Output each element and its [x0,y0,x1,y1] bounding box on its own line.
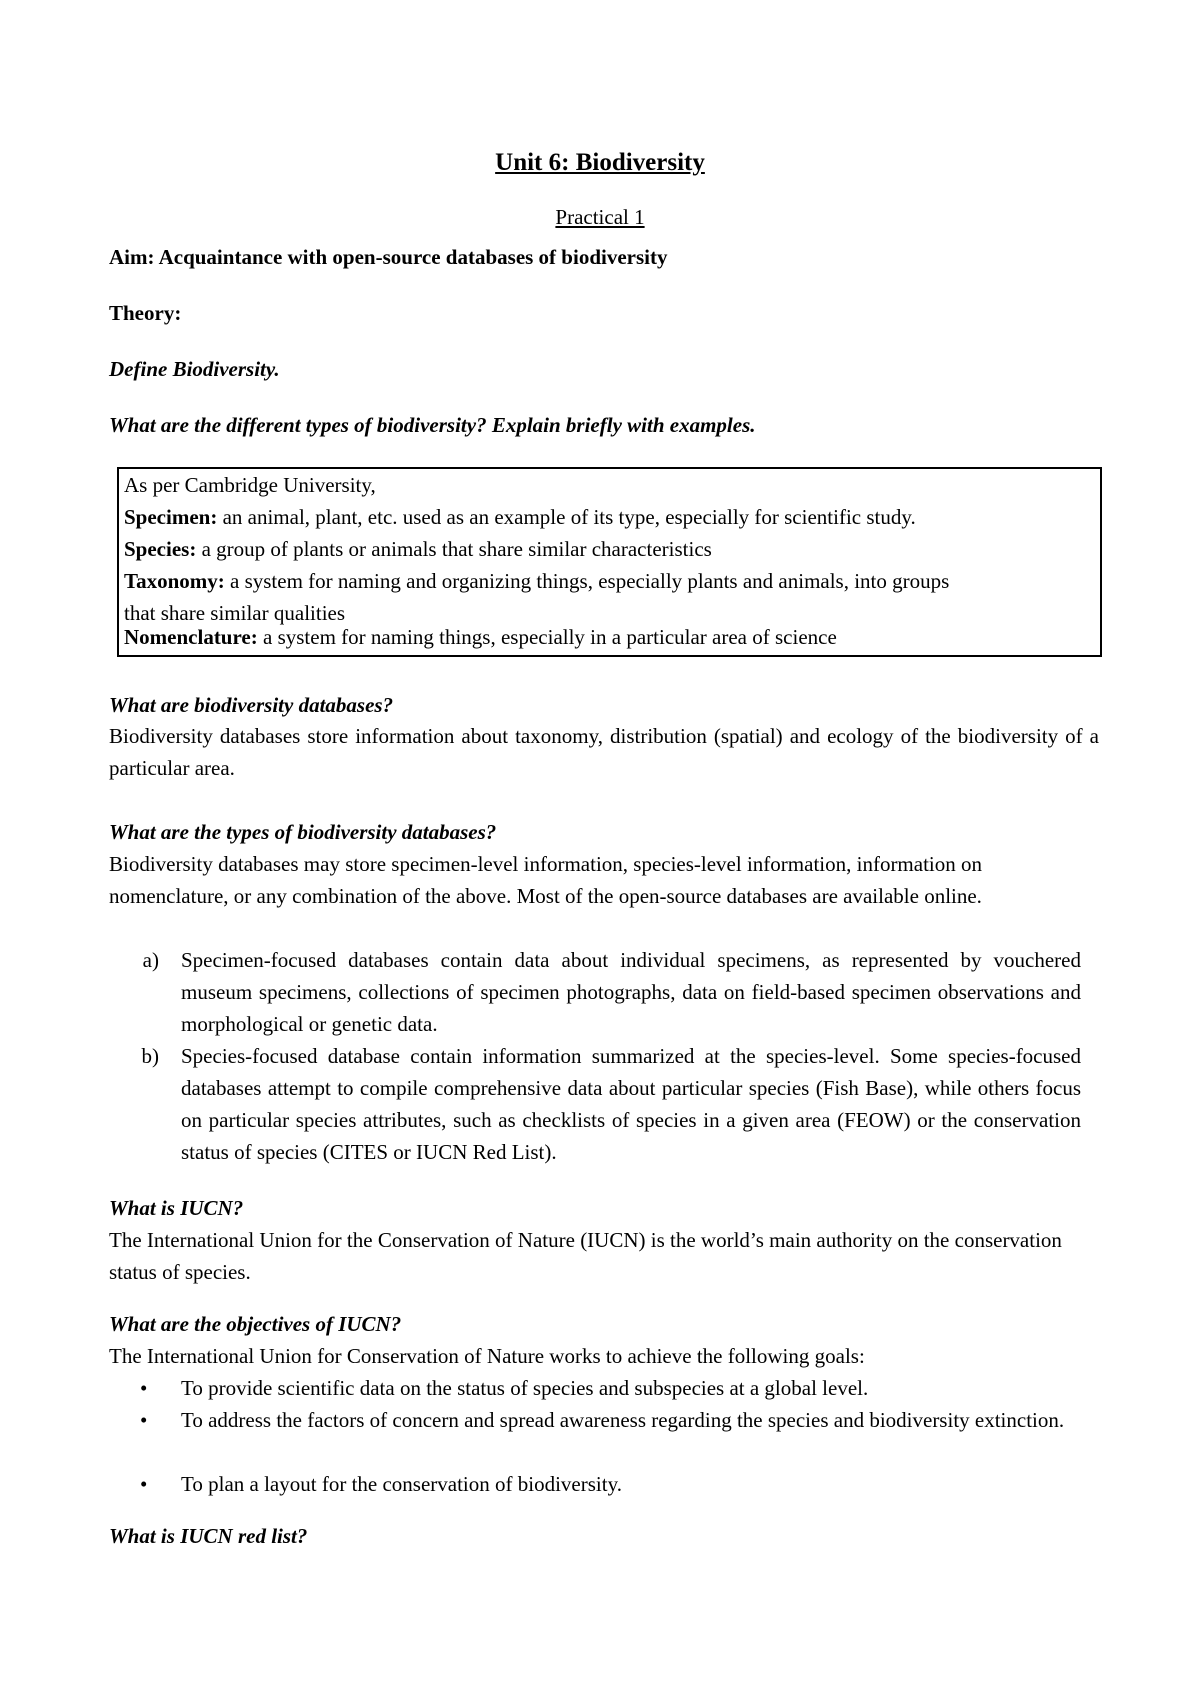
box-def: a system for naming things, especially in a particular area of science [257,625,837,649]
box-item [124,569,949,594]
bullet-icon: • [140,1376,148,1400]
box-def: that share similar qualities [124,601,346,625]
page-title: Unit 6: Biodiversity [495,149,705,176]
bullet-icon: • [140,1472,148,1496]
page-subtitle: Practical 1 [555,205,645,229]
answer-iucn: The International Union for the Conservation of Nature (IUCN) is the world’s main authority on the conservation status of species. [109,1228,1062,1284]
box-def: a system for naming and organizing things, especially plants and animals, into groups [224,569,950,593]
aim-label: Aim: [109,245,155,269]
objective-item: To address the factors of concern and spread awareness regarding the species and biodiversity extinction. [181,1408,1065,1432]
list-item-text: Specimen-focused databases contain data about individual specimens, as represented by vouchered museum specimens, collections of specimen photographs, data on field-based specimen observations and morphological or genetic data. [181,948,1081,1036]
question-define: Define Biodiversity. [109,357,280,381]
list-marker: b) [141,1044,159,1068]
answer-objectives: The International Union for Conservation of Nature works to achieve the following goals: [109,1344,865,1368]
answer-db-types: Biodiversity databases may store specimen-level information, species-level information, information on nomenclature, or any combination of the above. Most of the open-source databases are available online. [109,852,983,908]
question-objectives: What are the objectives of IUCN? [109,1312,402,1336]
question-types: What are the different types of biodiversity? Explain briefly with examples. [109,413,756,437]
objective-item: To plan a layout for the conservation of biodiversity. [181,1472,622,1496]
aim-line [109,245,667,270]
box-intro: As per Cambridge University, [124,473,376,497]
box-term: Species: [124,537,197,561]
question-redlist: What is IUCN red list? [109,1524,308,1548]
box-item [124,537,712,562]
box-def: an animal, plant, etc. used as an example of its type, especially for scientific study. [217,505,916,529]
box-item [124,505,916,530]
answer-databases: Biodiversity databases store information about taxonomy, distribution (spatial) and ecology of the biodiversity of a particular area. [109,724,1099,780]
question-db-types: What are the types of biodiversity databases? [109,820,497,844]
list-marker: a) [142,948,159,972]
box-def: a group of plants or animals that share similar characteristics [196,537,712,561]
question-iucn: What is IUCN? [109,1196,244,1220]
question-databases: What are biodiversity databases? [109,693,394,717]
box-term: Nomenclature: [124,625,258,649]
objective-item: To provide scientific data on the status of species and subspecies at a global level. [181,1376,869,1400]
box-term: Specimen: [124,505,218,529]
theory-heading: Theory: [109,301,182,325]
box-item [124,601,345,626]
aim-text: Acquaintance with open-source databases of biodiversity [154,245,668,269]
definitions-box [117,467,1102,657]
box-term: Taxonomy: [124,569,225,593]
bullet-icon: • [140,1408,148,1432]
list-item-text: Species-focused database contain information summarized at the species-level. Some species-focused databases attempt to compile comprehensive data about particular species (Fish Base), while others focus on particular species attributes, such as checklists of species in a given area (FEOW) or the conservation status of species (CITES or IUCN Red List). [181,1044,1081,1164]
box-item [124,625,837,650]
